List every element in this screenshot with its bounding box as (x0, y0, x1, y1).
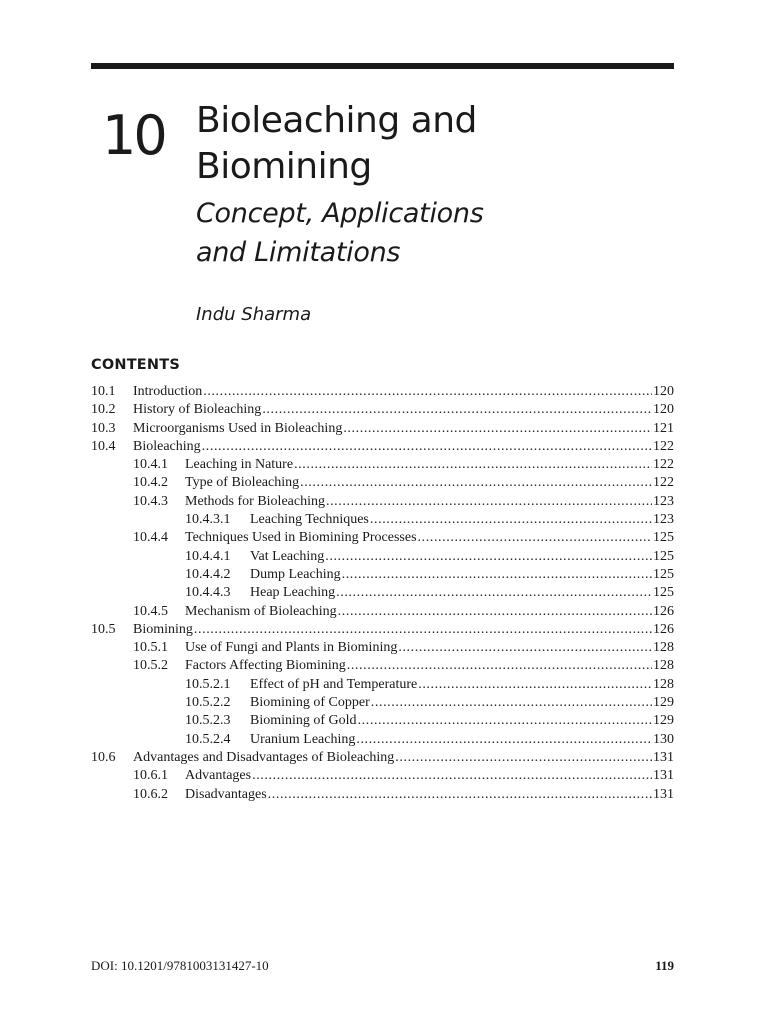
toc-entry-leader-dots (358, 712, 652, 730)
toc-entry-title: Methods for Bioleaching (185, 493, 325, 509)
toc-entry-leader-dots (347, 657, 652, 675)
toc-entry (91, 749, 674, 767)
toc-entry-leader-dots (268, 786, 652, 804)
toc-entry-leader-dots (252, 767, 652, 785)
toc-entry-number: 10.4.3.1 (185, 512, 231, 528)
toc-entry (91, 731, 674, 749)
toc-entry-page: 126 (653, 621, 674, 637)
chapter-number: 10 (102, 104, 165, 167)
toc-entry-leader-dots (294, 456, 652, 474)
toc-entry-number: 10.5.2.1 (185, 676, 231, 692)
toc-entry-page: 123 (653, 512, 674, 528)
toc-entry (91, 401, 674, 419)
table-of-contents (91, 383, 674, 804)
toc-entry-title: Bioleaching (133, 438, 201, 454)
toc-entry-page: 122 (653, 457, 674, 473)
toc-entry-number: 10.3 (91, 420, 116, 436)
toc-entry (91, 511, 674, 529)
toc-entry-title: Leaching in Nature (185, 457, 294, 473)
toc-entry-leader-dots (342, 566, 652, 584)
toc-entry-leader-dots (371, 694, 652, 712)
toc-entry-page: 131 (653, 749, 674, 765)
toc-entry (91, 548, 674, 566)
toc-entry-leader-dots (418, 676, 652, 694)
toc-entry-title: Biomining of Copper (250, 695, 370, 711)
toc-entry-number: 10.6.2 (133, 786, 168, 802)
contents-heading: CONTENTS (91, 357, 180, 373)
toc-entry (91, 584, 674, 602)
toc-entry-title: Mechanism of Bioleaching (185, 603, 337, 619)
toc-entry-number: 10.5.1 (133, 640, 168, 656)
toc-entry-page: 123 (653, 493, 674, 509)
toc-entry-page: 130 (653, 731, 674, 747)
toc-entry-page: 122 (653, 475, 674, 491)
toc-entry-title: Introduction (133, 384, 203, 399)
footer-doi: DOI: 10.1201/9781003131427-10 (91, 958, 269, 973)
toc-entry-leader-dots (203, 383, 652, 401)
toc-entry-number: 10.5 (91, 621, 116, 637)
toc-entry (91, 621, 674, 639)
chapter-top-rule (91, 63, 674, 69)
toc-entry-number: 10.4 (91, 438, 116, 454)
toc-entry-page: 122 (653, 438, 674, 454)
toc-entry (91, 493, 674, 511)
toc-entry-leader-dots (326, 493, 652, 511)
toc-entry (91, 767, 674, 785)
toc-entry-title: Advantages (185, 768, 252, 784)
toc-entry (91, 474, 674, 492)
toc-entry-leader-dots (370, 511, 652, 529)
toc-entry-number: 10.5.2.4 (185, 731, 231, 747)
toc-entry-number: 10.4.5 (133, 603, 168, 619)
chapter-subtitle (196, 194, 483, 272)
toc-entry (91, 694, 674, 712)
toc-entry-page: 121 (653, 420, 674, 436)
toc-entry-number: 10.4.4.2 (185, 566, 231, 582)
toc-entry-number: 10.4.4.1 (185, 548, 231, 564)
toc-entry-leader-dots (338, 603, 652, 621)
toc-entry-number: 10.4.1 (133, 457, 168, 473)
chapter-subtitle-line: Concept, Applications (196, 198, 484, 229)
toc-entry-title: Heap Leaching (250, 585, 336, 601)
chapter-title-line: Biomining (196, 146, 372, 187)
toc-entry (91, 529, 674, 547)
toc-entry-title: Use of Fungi and Plants in Biomining (185, 640, 398, 656)
toc-entry-title: Biomining of Gold (250, 713, 357, 729)
toc-entry-page: 131 (653, 768, 674, 784)
toc-entry-title: Biomining (133, 621, 193, 637)
toc-entry-leader-dots (194, 621, 652, 639)
toc-entry-number: 10.5.2.2 (185, 695, 231, 711)
toc-entry (91, 383, 674, 401)
toc-entry-page: 131 (653, 786, 674, 802)
toc-entry (91, 676, 674, 694)
toc-entry-number: 10.4.4.3 (185, 585, 231, 601)
toc-entry-number: 10.6 (91, 749, 116, 765)
toc-entry-leader-dots (325, 548, 652, 566)
toc-entry-title: Leaching Techniques (250, 512, 369, 528)
chapter-subtitle-line: and Limitations (196, 237, 401, 268)
toc-entry (91, 438, 674, 456)
toc-entry-title: Disadvantages (185, 786, 267, 802)
chapter-title (196, 98, 477, 190)
toc-entry (91, 639, 674, 657)
toc-entry-page: 129 (653, 713, 674, 729)
toc-entry-leader-dots (418, 529, 652, 547)
toc-entry-number: 10.6.1 (133, 768, 168, 784)
toc-entry-page: 120 (653, 384, 674, 399)
toc-entry-page: 125 (653, 530, 674, 546)
toc-entry-page: 125 (653, 566, 674, 582)
toc-entry-title: Techniques Used in Biomining Processes (185, 530, 417, 546)
toc-entry-title: History of Bioleaching (133, 402, 262, 418)
toc-entry-leader-dots (395, 749, 652, 767)
toc-entry-page: 129 (653, 695, 674, 711)
toc-entry-title: Dump Leaching (250, 566, 341, 582)
toc-entry (91, 456, 674, 474)
toc-entry-leader-dots (262, 401, 652, 419)
toc-entry-leader-dots (336, 584, 652, 602)
toc-entry (91, 420, 674, 438)
toc-entry-leader-dots (356, 731, 652, 749)
toc-entry-leader-dots (300, 474, 652, 492)
toc-entry-number: 10.4.4 (133, 530, 168, 546)
toc-entry-number: 10.4.3 (133, 493, 168, 509)
toc-entry (91, 786, 674, 804)
toc-entry-number: 10.5.2.3 (185, 713, 231, 729)
toc-entry-leader-dots (343, 420, 652, 438)
toc-entry-page: 128 (653, 658, 674, 674)
toc-entry-number: 10.4.2 (133, 475, 168, 491)
toc-entry-leader-dots (202, 438, 652, 456)
toc-entry-title: Factors Affecting Biomining (185, 658, 346, 674)
toc-entry-page: 120 (653, 402, 674, 418)
toc-entry-number: 10.5.2 (133, 658, 168, 674)
toc-entry-title: Microorganisms Used in Bioleaching (133, 420, 343, 436)
toc-entry-number: 10.2 (91, 402, 116, 418)
toc-entry-title: Uranium Leaching (250, 731, 356, 747)
toc-entry-page: 125 (653, 585, 674, 601)
toc-entry-title: Vat Leaching (250, 548, 325, 564)
toc-entry-title: Effect of pH and Temperature (250, 676, 418, 692)
toc-entry-page: 128 (653, 676, 674, 692)
toc-entry (91, 566, 674, 584)
chapter-title-line: Bioleaching and (196, 100, 477, 141)
footer-page-number: 119 (655, 958, 674, 973)
toc-entry-page: 125 (653, 548, 674, 564)
toc-entry-number: 10.1 (91, 384, 116, 399)
toc-entry-page: 126 (653, 603, 674, 619)
toc-entry (91, 657, 674, 675)
toc-entry-title: Advantages and Disadvantages of Bioleaching (133, 749, 395, 765)
toc-entry-leader-dots (398, 639, 652, 657)
toc-entry-title: Type of Bioleaching (185, 475, 300, 491)
chapter-author: Indu Sharma (196, 304, 312, 325)
toc-entry (91, 603, 674, 621)
toc-entry (91, 712, 674, 730)
toc-entry-page: 128 (653, 640, 674, 656)
